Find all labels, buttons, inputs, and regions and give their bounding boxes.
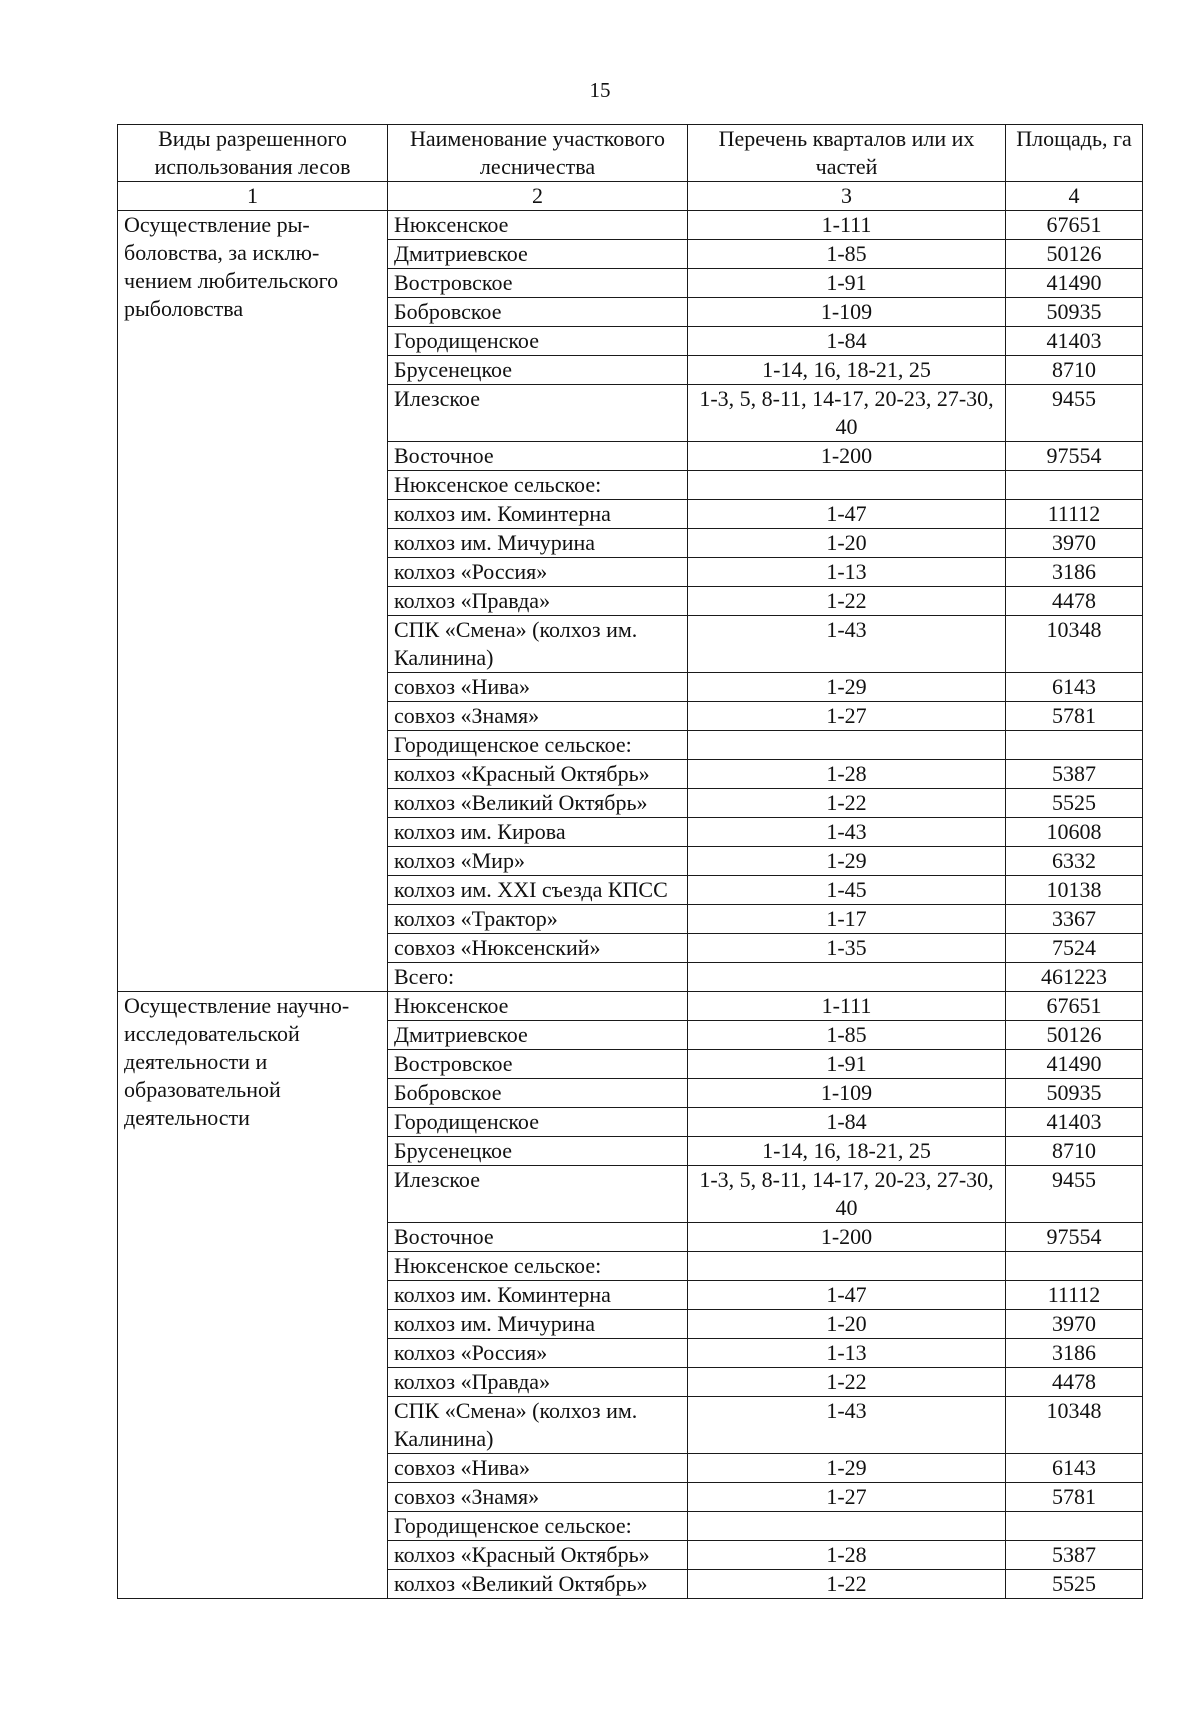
area-cell: 67651 [1006,992,1143,1021]
area-cell: 50935 [1006,1079,1143,1108]
forestry-name-cell: Брусенецкое [388,1137,688,1166]
forestry-name-cell: Бобровское [388,298,688,327]
quarters-cell: 1-14, 16, 18-21, 25 [688,1137,1006,1166]
forestry-name-cell: совхоз «Нюксенский» [388,934,688,963]
quarters-cell: 1-14, 16, 18-21, 25 [688,356,1006,385]
area-cell: 5525 [1006,789,1143,818]
area-cell: 10348 [1006,616,1143,673]
forestry-name-cell: колхоз «Трактор» [388,905,688,934]
area-cell: 5387 [1006,760,1143,789]
forestry-name-cell: колхоз им. Мичурина [388,529,688,558]
column-number: 2 [388,182,688,211]
quarters-cell: 1-109 [688,298,1006,327]
forestry-name-cell: совхоз «Нива» [388,673,688,702]
area-cell: 8710 [1006,356,1143,385]
forestry-name-cell: совхоз «Нива» [388,1454,688,1483]
forestry-name-cell: колхоз «Великий Октябрь» [388,789,688,818]
area-cell: 67651 [1006,211,1143,240]
quarters-cell: 1-200 [688,442,1006,471]
area-cell: 4478 [1006,587,1143,616]
forestry-name-cell: колхоз «Красный Октябрь» [388,760,688,789]
area-cell: 5525 [1006,1570,1143,1599]
table-header [118,125,1143,211]
quarters-cell: 1-27 [688,702,1006,731]
quarters-cell: 1-28 [688,760,1006,789]
forestry-name-cell: колхоз «Россия» [388,558,688,587]
area-cell [1006,1252,1143,1281]
forestry-name-cell: совхоз «Знамя» [388,1483,688,1512]
area-cell: 6143 [1006,1454,1143,1483]
area-cell: 10608 [1006,818,1143,847]
forestry-name-cell: колхоз «Россия» [388,1339,688,1368]
area-cell: 97554 [1006,442,1143,471]
table-body [118,211,1143,1599]
area-cell: 4478 [1006,1368,1143,1397]
area-cell: 3186 [1006,1339,1143,1368]
area-cell: 50126 [1006,240,1143,269]
area-cell: 3970 [1006,529,1143,558]
forestry-name-cell: колхоз «Правда» [388,587,688,616]
quarters-cell [688,1252,1006,1281]
forestry-name-cell: Дмитриевское [388,1021,688,1050]
column-number: 4 [1006,182,1143,211]
area-cell: 7524 [1006,934,1143,963]
quarters-cell: 1-43 [688,1397,1006,1454]
quarters-cell: 1-13 [688,558,1006,587]
forestry-name-cell: колхоз «Мир» [388,847,688,876]
quarters-cell: 1-29 [688,847,1006,876]
forestry-name-cell: СПК «Смена» (колхоз им. Калинина) [388,616,688,673]
table-row [118,211,1143,240]
header-row [118,125,1143,182]
page-number: 15 [589,78,611,102]
table-row [118,992,1143,1021]
area-cell [1006,731,1143,760]
area-cell: 5781 [1006,702,1143,731]
quarters-cell: 1-111 [688,211,1006,240]
header-forestry-name: Наименование участкового лесничества [388,125,688,182]
forestry-name-cell: Городищенское [388,327,688,356]
use-type-cell: Осуществление ры-боловства, за исклю-чением любительского рыболовства [118,211,388,992]
area-cell [1006,1512,1143,1541]
quarters-cell: 1-91 [688,1050,1006,1079]
quarters-cell: 1-3, 5, 8-11, 14-17, 20-23, 27-30, 40 [688,385,1006,442]
forestry-name-cell: Востровское [388,269,688,298]
use-type-cell: Осуществление научно-исследовательской деятельности и образовательной деятельности [118,992,388,1599]
area-cell: 41403 [1006,1108,1143,1137]
area-cell: 10348 [1006,1397,1143,1454]
forestry-name-cell: Нюксенское [388,992,688,1021]
header-use-type: Виды разрешенного использования лесов [118,125,388,182]
quarters-cell: 1-20 [688,1310,1006,1339]
forestry-name-cell: Нюксенское сельское: [388,471,688,500]
quarters-cell: 1-22 [688,1368,1006,1397]
quarters-cell: 1-3, 5, 8-11, 14-17, 20-23, 27-30, 40 [688,1166,1006,1223]
forestry-name-cell: Восточное [388,1223,688,1252]
quarters-cell: 1-84 [688,327,1006,356]
quarters-cell: 1-29 [688,673,1006,702]
quarters-cell: 1-13 [688,1339,1006,1368]
column-number-row [118,182,1143,211]
area-cell: 41490 [1006,269,1143,298]
area-cell: 11112 [1006,1281,1143,1310]
area-cell: 6332 [1006,847,1143,876]
forestry-name-cell: Городищенское [388,1108,688,1137]
area-cell: 5781 [1006,1483,1143,1512]
forestry-name-cell: Нюксенское [388,211,688,240]
forestry-name-cell: СПК «Смена» (колхоз им. Калинина) [388,1397,688,1454]
quarters-cell: 1-29 [688,1454,1006,1483]
quarters-cell: 1-45 [688,876,1006,905]
quarters-cell: 1-22 [688,587,1006,616]
area-cell: 9455 [1006,1166,1143,1223]
forestry-name-cell: колхоз им. Кирова [388,818,688,847]
quarters-cell: 1-91 [688,269,1006,298]
quarters-cell: 1-20 [688,529,1006,558]
forestry-name-cell: Городищенское сельское: [388,1512,688,1541]
forestry-name-cell: Городищенское сельское: [388,731,688,760]
header-quarters: Перечень кварталов или их частей [688,125,1006,182]
quarters-cell: 1-47 [688,500,1006,529]
header-area: Площадь, га [1006,125,1143,182]
quarters-cell [688,731,1006,760]
forestry-name-cell: Дмитриевское [388,240,688,269]
area-cell: 97554 [1006,1223,1143,1252]
quarters-cell [688,471,1006,500]
forestry-name-cell: колхоз «Красный Октябрь» [388,1541,688,1570]
area-cell [1006,471,1143,500]
quarters-cell: 1-43 [688,616,1006,673]
quarters-cell: 1-27 [688,1483,1006,1512]
quarters-cell: 1-17 [688,905,1006,934]
forestry-name-cell: Илезское [388,1166,688,1223]
area-cell: 11112 [1006,500,1143,529]
area-cell: 8710 [1006,1137,1143,1166]
forestry-name-cell: совхоз «Знамя» [388,702,688,731]
area-cell: 3970 [1006,1310,1143,1339]
quarters-cell: 1-28 [688,1541,1006,1570]
quarters-cell: 1-22 [688,789,1006,818]
quarters-cell: 1-85 [688,1021,1006,1050]
area-cell: 5387 [1006,1541,1143,1570]
area-cell: 10138 [1006,876,1143,905]
forestry-name-cell: Илезское [388,385,688,442]
quarters-cell: 1-22 [688,1570,1006,1599]
forestry-name-cell: колхоз «Правда» [388,1368,688,1397]
quarters-cell: 1-43 [688,818,1006,847]
quarters-cell: 1-85 [688,240,1006,269]
quarters-cell: 1-47 [688,1281,1006,1310]
forestry-name-cell: Всего: [388,963,688,992]
column-number: 3 [688,182,1006,211]
quarters-cell [688,1512,1006,1541]
forestry-name-cell: Востровское [388,1050,688,1079]
area-cell: 6143 [1006,673,1143,702]
area-cell: 50935 [1006,298,1143,327]
forestry-name-cell: колхоз «Великий Октябрь» [388,1570,688,1599]
forest-use-table [117,124,1143,1599]
column-number: 1 [118,182,388,211]
quarters-cell: 1-111 [688,992,1006,1021]
forestry-name-cell: Бобровское [388,1079,688,1108]
forestry-name-cell: колхоз им. Мичурина [388,1310,688,1339]
forestry-name-cell: колхоз им. Коминтерна [388,500,688,529]
forestry-name-cell: Нюксенское сельское: [388,1252,688,1281]
area-cell: 41403 [1006,327,1143,356]
quarters-cell: 1-35 [688,934,1006,963]
area-cell: 41490 [1006,1050,1143,1079]
quarters-cell: 1-84 [688,1108,1006,1137]
area-cell: 9455 [1006,385,1143,442]
quarters-cell: 1-109 [688,1079,1006,1108]
area-cell: 461223 [1006,963,1143,992]
area-cell: 50126 [1006,1021,1143,1050]
forestry-name-cell: Восточное [388,442,688,471]
quarters-cell [688,963,1006,992]
forestry-name-cell: Брусенецкое [388,356,688,385]
area-cell: 3186 [1006,558,1143,587]
forestry-name-cell: колхоз им. Коминтерна [388,1281,688,1310]
quarters-cell: 1-200 [688,1223,1006,1252]
area-cell: 3367 [1006,905,1143,934]
forestry-name-cell: колхоз им. XXI съезда КПСС [388,876,688,905]
